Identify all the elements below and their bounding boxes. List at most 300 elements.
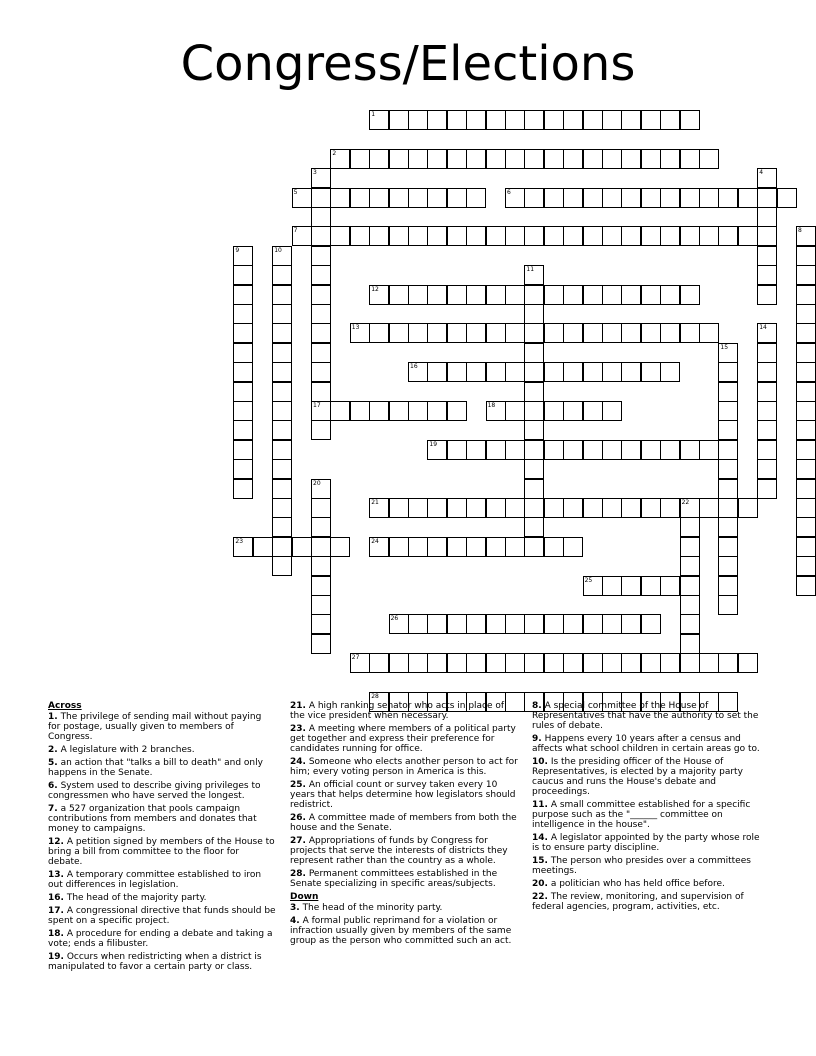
grid-cell[interactable]	[524, 653, 544, 673]
grid-cell[interactable]	[486, 537, 506, 557]
grid-cell[interactable]	[680, 440, 700, 460]
grid-cell[interactable]	[389, 285, 409, 305]
grid-cell[interactable]	[563, 614, 583, 634]
grid-cell[interactable]	[311, 304, 331, 324]
grid-cell[interactable]	[272, 323, 292, 343]
grid-cell[interactable]	[389, 323, 409, 343]
grid-cell[interactable]	[757, 265, 777, 285]
grid-cell[interactable]	[796, 285, 816, 305]
grid-cell[interactable]	[524, 459, 544, 479]
grid-cell[interactable]	[738, 498, 758, 518]
grid-cell[interactable]	[311, 498, 331, 518]
grid-cell[interactable]	[311, 517, 331, 537]
grid-cell[interactable]	[660, 362, 680, 382]
grid-cell[interactable]	[544, 440, 564, 460]
grid-cell[interactable]	[524, 614, 544, 634]
grid-cell[interactable]	[621, 226, 641, 246]
grid-cell[interactable]	[524, 420, 544, 440]
grid-cell[interactable]	[796, 226, 816, 246]
grid-cell[interactable]	[408, 226, 428, 246]
grid-cell[interactable]	[757, 323, 777, 343]
grid-cell[interactable]	[641, 285, 661, 305]
grid-cell[interactable]	[524, 401, 544, 421]
grid-cell[interactable]	[233, 362, 253, 382]
grid-cell[interactable]	[486, 110, 506, 130]
grid-cell[interactable]	[660, 653, 680, 673]
grid-cell[interactable]	[330, 188, 350, 208]
grid-cell[interactable]	[524, 343, 544, 363]
grid-cell[interactable]	[757, 343, 777, 363]
grid-cell[interactable]	[583, 362, 603, 382]
grid-cell[interactable]	[505, 362, 525, 382]
grid-cell[interactable]	[563, 440, 583, 460]
grid-cell[interactable]	[427, 614, 447, 634]
grid-cell[interactable]	[757, 440, 777, 460]
grid-cell[interactable]	[311, 362, 331, 382]
grid-cell[interactable]	[680, 110, 700, 130]
grid-cell[interactable]	[505, 653, 525, 673]
grid-cell[interactable]	[641, 323, 661, 343]
grid-cell[interactable]	[233, 246, 253, 266]
grid-cell[interactable]	[524, 362, 544, 382]
grid-cell[interactable]	[466, 323, 486, 343]
grid-cell[interactable]	[641, 653, 661, 673]
grid-cell[interactable]	[466, 188, 486, 208]
grid-cell[interactable]	[544, 401, 564, 421]
grid-cell[interactable]	[233, 459, 253, 479]
grid-cell[interactable]	[311, 479, 331, 499]
grid-cell[interactable]	[680, 595, 700, 615]
grid-cell[interactable]	[292, 226, 312, 246]
grid-cell[interactable]	[796, 576, 816, 596]
grid-cell[interactable]	[389, 537, 409, 557]
grid-cell[interactable]	[718, 420, 738, 440]
grid-cell[interactable]	[272, 459, 292, 479]
grid-cell[interactable]	[466, 226, 486, 246]
grid-cell[interactable]	[447, 285, 467, 305]
grid-cell[interactable]	[350, 188, 370, 208]
grid-cell[interactable]	[447, 614, 467, 634]
grid-cell[interactable]	[602, 149, 622, 169]
grid-cell[interactable]	[272, 304, 292, 324]
grid-cell[interactable]	[602, 188, 622, 208]
grid-cell[interactable]	[641, 188, 661, 208]
grid-cell[interactable]	[602, 323, 622, 343]
grid-cell[interactable]	[311, 207, 331, 227]
grid-cell[interactable]	[621, 188, 641, 208]
grid-cell[interactable]	[583, 226, 603, 246]
grid-cell[interactable]	[563, 401, 583, 421]
grid-cell[interactable]	[583, 401, 603, 421]
grid-cell[interactable]	[272, 517, 292, 537]
grid-cell[interactable]	[272, 382, 292, 402]
grid-cell[interactable]	[233, 343, 253, 363]
grid-cell[interactable]	[311, 188, 331, 208]
grid-cell[interactable]	[524, 110, 544, 130]
grid-cell[interactable]	[660, 440, 680, 460]
grid-cell[interactable]	[660, 110, 680, 130]
grid-cell[interactable]	[311, 168, 331, 188]
grid-cell[interactable]	[427, 110, 447, 130]
grid-cell[interactable]	[505, 110, 525, 130]
grid-cell[interactable]	[253, 537, 273, 557]
grid-cell[interactable]	[233, 382, 253, 402]
grid-cell[interactable]	[680, 149, 700, 169]
grid-cell[interactable]	[311, 285, 331, 305]
grid-cell[interactable]	[621, 110, 641, 130]
grid-cell[interactable]	[757, 362, 777, 382]
grid-cell[interactable]	[369, 226, 389, 246]
grid-cell[interactable]	[272, 343, 292, 363]
grid-cell[interactable]	[330, 537, 350, 557]
grid-cell[interactable]	[311, 382, 331, 402]
grid-cell[interactable]	[680, 556, 700, 576]
grid-cell[interactable]	[641, 149, 661, 169]
grid-cell[interactable]	[505, 537, 525, 557]
grid-cell[interactable]	[311, 401, 331, 421]
grid-cell[interactable]	[757, 420, 777, 440]
grid-cell[interactable]	[757, 401, 777, 421]
grid-cell[interactable]	[563, 110, 583, 130]
grid-cell[interactable]	[583, 498, 603, 518]
grid-cell[interactable]	[272, 420, 292, 440]
grid-cell[interactable]	[427, 401, 447, 421]
grid-cell[interactable]	[311, 246, 331, 266]
grid-cell[interactable]	[680, 323, 700, 343]
grid-cell[interactable]	[796, 246, 816, 266]
grid-cell[interactable]	[311, 265, 331, 285]
grid-cell[interactable]	[621, 362, 641, 382]
grid-cell[interactable]	[311, 226, 331, 246]
grid-cell[interactable]	[233, 265, 253, 285]
grid-cell[interactable]	[427, 323, 447, 343]
grid-cell[interactable]	[796, 343, 816, 363]
grid-cell[interactable]	[641, 440, 661, 460]
grid-cell[interactable]	[408, 110, 428, 130]
grid-cell[interactable]	[447, 323, 467, 343]
grid-cell[interactable]	[486, 362, 506, 382]
grid-cell[interactable]	[524, 479, 544, 499]
grid-cell[interactable]	[796, 440, 816, 460]
grid-cell[interactable]	[563, 188, 583, 208]
grid-cell[interactable]	[641, 226, 661, 246]
grid-cell[interactable]	[505, 498, 525, 518]
grid-cell[interactable]	[389, 188, 409, 208]
grid-cell[interactable]	[680, 634, 700, 654]
grid-cell[interactable]	[621, 149, 641, 169]
grid-cell[interactable]	[427, 188, 447, 208]
grid-cell[interactable]	[796, 382, 816, 402]
grid-cell[interactable]	[486, 498, 506, 518]
grid-cell[interactable]	[718, 479, 738, 499]
grid-cell[interactable]	[369, 110, 389, 130]
grid-cell[interactable]	[680, 653, 700, 673]
grid-cell[interactable]	[369, 401, 389, 421]
grid-cell[interactable]	[524, 382, 544, 402]
grid-cell[interactable]	[602, 498, 622, 518]
grid-cell[interactable]	[350, 323, 370, 343]
grid-cell[interactable]	[524, 517, 544, 537]
grid-cell[interactable]	[427, 285, 447, 305]
grid-cell[interactable]	[718, 226, 738, 246]
grid-cell[interactable]	[563, 323, 583, 343]
grid-cell[interactable]	[621, 285, 641, 305]
grid-cell[interactable]	[272, 362, 292, 382]
grid-cell[interactable]	[544, 537, 564, 557]
grid-cell[interactable]	[311, 595, 331, 615]
grid-cell[interactable]	[796, 323, 816, 343]
grid-cell[interactable]	[389, 226, 409, 246]
grid-cell[interactable]	[718, 653, 738, 673]
grid-cell[interactable]	[544, 188, 564, 208]
grid-cell[interactable]	[796, 479, 816, 499]
grid-cell[interactable]	[350, 226, 370, 246]
grid-cell[interactable]	[583, 576, 603, 596]
grid-cell[interactable]	[718, 595, 738, 615]
grid-cell[interactable]	[486, 401, 506, 421]
grid-cell[interactable]	[757, 285, 777, 305]
grid-cell[interactable]	[233, 285, 253, 305]
grid-cell[interactable]	[330, 226, 350, 246]
grid-cell[interactable]	[777, 188, 797, 208]
grid-cell[interactable]	[718, 576, 738, 596]
grid-cell[interactable]	[350, 653, 370, 673]
grid-cell[interactable]	[757, 207, 777, 227]
grid-cell[interactable]	[699, 653, 719, 673]
grid-cell[interactable]	[486, 653, 506, 673]
grid-cell[interactable]	[330, 149, 350, 169]
grid-cell[interactable]	[427, 653, 447, 673]
grid-cell[interactable]	[272, 285, 292, 305]
grid-cell[interactable]	[466, 537, 486, 557]
grid-cell[interactable]	[408, 498, 428, 518]
grid-cell[interactable]	[408, 285, 428, 305]
grid-cell[interactable]	[718, 517, 738, 537]
grid-cell[interactable]	[233, 420, 253, 440]
grid-cell[interactable]	[524, 188, 544, 208]
grid-cell[interactable]	[369, 653, 389, 673]
grid-cell[interactable]	[718, 343, 738, 363]
grid-cell[interactable]	[447, 440, 467, 460]
grid-cell[interactable]	[466, 653, 486, 673]
grid-cell[interactable]	[233, 440, 253, 460]
grid-cell[interactable]	[563, 653, 583, 673]
grid-cell[interactable]	[660, 323, 680, 343]
grid-cell[interactable]	[311, 634, 331, 654]
grid-cell[interactable]	[524, 498, 544, 518]
grid-cell[interactable]	[544, 285, 564, 305]
grid-cell[interactable]	[680, 614, 700, 634]
grid-cell[interactable]	[796, 265, 816, 285]
grid-cell[interactable]	[389, 653, 409, 673]
grid-cell[interactable]	[699, 498, 719, 518]
grid-cell[interactable]	[563, 226, 583, 246]
grid-cell[interactable]	[466, 440, 486, 460]
grid-cell[interactable]	[369, 498, 389, 518]
grid-cell[interactable]	[796, 401, 816, 421]
grid-cell[interactable]	[486, 323, 506, 343]
grid-cell[interactable]	[602, 614, 622, 634]
grid-cell[interactable]	[524, 323, 544, 343]
grid-cell[interactable]	[233, 323, 253, 343]
grid-cell[interactable]	[505, 323, 525, 343]
grid-cell[interactable]	[699, 323, 719, 343]
grid-cell[interactable]	[757, 246, 777, 266]
grid-cell[interactable]	[544, 498, 564, 518]
grid-cell[interactable]	[408, 614, 428, 634]
grid-cell[interactable]	[621, 498, 641, 518]
grid-cell[interactable]	[311, 323, 331, 343]
grid-cell[interactable]	[757, 226, 777, 246]
grid-cell[interactable]	[427, 537, 447, 557]
grid-cell[interactable]	[757, 479, 777, 499]
grid-cell[interactable]	[389, 149, 409, 169]
grid-cell[interactable]	[718, 498, 738, 518]
grid-cell[interactable]	[583, 614, 603, 634]
grid-cell[interactable]	[486, 440, 506, 460]
grid-cell[interactable]	[369, 537, 389, 557]
grid-cell[interactable]	[272, 440, 292, 460]
grid-cell[interactable]	[272, 479, 292, 499]
grid-cell[interactable]	[563, 285, 583, 305]
grid-cell[interactable]	[272, 537, 292, 557]
grid-cell[interactable]	[660, 149, 680, 169]
grid-cell[interactable]	[718, 188, 738, 208]
grid-cell[interactable]	[602, 576, 622, 596]
grid-cell[interactable]	[583, 285, 603, 305]
grid-cell[interactable]	[311, 537, 331, 557]
grid-cell[interactable]	[738, 188, 758, 208]
grid-cell[interactable]	[680, 498, 700, 518]
grid-cell[interactable]	[757, 382, 777, 402]
grid-cell[interactable]	[447, 653, 467, 673]
grid-cell[interactable]	[544, 362, 564, 382]
grid-cell[interactable]	[796, 537, 816, 557]
grid-cell[interactable]	[272, 498, 292, 518]
grid-cell[interactable]	[505, 401, 525, 421]
grid-cell[interactable]	[505, 149, 525, 169]
grid-cell[interactable]	[796, 459, 816, 479]
grid-cell[interactable]	[583, 440, 603, 460]
grid-cell[interactable]	[680, 517, 700, 537]
grid-cell[interactable]	[408, 188, 428, 208]
grid-cell[interactable]	[738, 653, 758, 673]
grid-cell[interactable]	[621, 323, 641, 343]
grid-cell[interactable]	[563, 498, 583, 518]
grid-cell[interactable]	[486, 149, 506, 169]
grid-cell[interactable]	[272, 556, 292, 576]
grid-cell[interactable]	[447, 362, 467, 382]
grid-cell[interactable]	[466, 614, 486, 634]
grid-cell[interactable]	[292, 537, 312, 557]
grid-cell[interactable]	[757, 168, 777, 188]
grid-cell[interactable]	[641, 498, 661, 518]
grid-cell[interactable]	[447, 188, 467, 208]
grid-cell[interactable]	[563, 537, 583, 557]
grid-cell[interactable]	[427, 226, 447, 246]
grid-cell[interactable]	[408, 537, 428, 557]
grid-cell[interactable]	[524, 285, 544, 305]
grid-cell[interactable]	[447, 226, 467, 246]
grid-cell[interactable]	[524, 304, 544, 324]
grid-cell[interactable]	[544, 149, 564, 169]
grid-cell[interactable]	[466, 362, 486, 382]
grid-cell[interactable]	[583, 110, 603, 130]
grid-cell[interactable]	[641, 576, 661, 596]
grid-cell[interactable]	[680, 285, 700, 305]
grid-cell[interactable]	[447, 537, 467, 557]
grid-cell[interactable]	[544, 323, 564, 343]
grid-cell[interactable]	[447, 498, 467, 518]
grid-cell[interactable]	[524, 226, 544, 246]
grid-cell[interactable]	[680, 188, 700, 208]
grid-cell[interactable]	[524, 440, 544, 460]
grid-cell[interactable]	[427, 498, 447, 518]
grid-cell[interactable]	[505, 285, 525, 305]
grid-cell[interactable]	[563, 149, 583, 169]
grid-cell[interactable]	[272, 246, 292, 266]
grid-cell[interactable]	[369, 188, 389, 208]
grid-cell[interactable]	[447, 149, 467, 169]
grid-cell[interactable]	[796, 498, 816, 518]
grid-cell[interactable]	[738, 226, 758, 246]
grid-cell[interactable]	[505, 226, 525, 246]
grid-cell[interactable]	[718, 382, 738, 402]
grid-cell[interactable]	[408, 401, 428, 421]
grid-cell[interactable]	[718, 362, 738, 382]
grid-cell[interactable]	[292, 188, 312, 208]
grid-cell[interactable]	[427, 149, 447, 169]
grid-cell[interactable]	[602, 110, 622, 130]
grid-cell[interactable]	[350, 401, 370, 421]
grid-cell[interactable]	[447, 401, 467, 421]
grid-cell[interactable]	[699, 149, 719, 169]
grid-cell[interactable]	[602, 440, 622, 460]
grid-cell[interactable]	[389, 110, 409, 130]
grid-cell[interactable]	[369, 285, 389, 305]
grid-cell[interactable]	[660, 188, 680, 208]
grid-cell[interactable]	[718, 440, 738, 460]
grid-cell[interactable]	[369, 323, 389, 343]
grid-cell[interactable]	[486, 285, 506, 305]
grid-cell[interactable]	[233, 537, 253, 557]
grid-cell[interactable]	[486, 614, 506, 634]
grid-cell[interactable]	[718, 401, 738, 421]
grid-cell[interactable]	[641, 362, 661, 382]
grid-cell[interactable]	[602, 401, 622, 421]
grid-cell[interactable]	[718, 459, 738, 479]
grid-cell[interactable]	[718, 537, 738, 557]
grid-cell[interactable]	[486, 226, 506, 246]
grid-cell[interactable]	[660, 285, 680, 305]
grid-cell[interactable]	[369, 149, 389, 169]
grid-cell[interactable]	[796, 556, 816, 576]
grid-cell[interactable]	[757, 459, 777, 479]
grid-cell[interactable]	[602, 285, 622, 305]
grid-cell[interactable]	[544, 110, 564, 130]
grid-cell[interactable]	[408, 323, 428, 343]
grid-cell[interactable]	[544, 653, 564, 673]
grid-cell[interactable]	[427, 362, 447, 382]
grid-cell[interactable]	[621, 653, 641, 673]
grid-cell[interactable]	[466, 498, 486, 518]
grid-cell[interactable]	[350, 149, 370, 169]
grid-cell[interactable]	[330, 401, 350, 421]
grid-cell[interactable]	[602, 362, 622, 382]
grid-cell[interactable]	[524, 537, 544, 557]
grid-cell[interactable]	[660, 226, 680, 246]
grid-cell[interactable]	[544, 226, 564, 246]
